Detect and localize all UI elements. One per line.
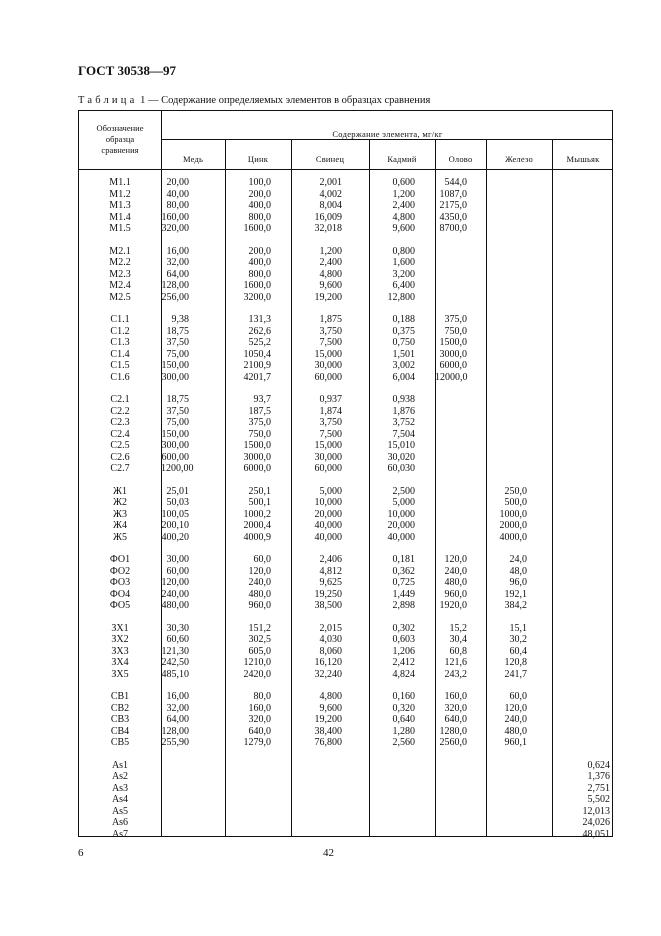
table-cell: 16,120 xyxy=(314,657,342,668)
table-cell: 640,0 xyxy=(248,725,271,737)
table-cell: 37,50 xyxy=(166,405,189,417)
table-cell: 16,00 xyxy=(166,245,189,257)
table-cell: 120,0 xyxy=(444,554,467,565)
table-cell: 1,449 xyxy=(392,588,415,600)
table-cell: 121,6 xyxy=(444,657,467,668)
table-cell: 1600,0 xyxy=(243,280,271,291)
table-cell: 3200,0 xyxy=(243,291,271,303)
table-cell: 32,00 xyxy=(166,702,189,714)
table-cell: 32,240 xyxy=(314,668,342,680)
table-cell: 243,2 xyxy=(444,668,467,680)
table-cell: 1920,0 xyxy=(439,600,467,611)
sample-code: С2.3 xyxy=(110,417,130,428)
table-cell: 3,750 xyxy=(319,417,342,428)
table-cell: 400,20 xyxy=(161,531,189,543)
table-cell: 500,1 xyxy=(248,497,271,508)
table-cell: 250,0 xyxy=(504,485,527,497)
sample-code: As6 xyxy=(111,817,129,828)
table-cell: 6,004 xyxy=(392,371,415,383)
table-cell: 30,4 xyxy=(449,634,467,645)
sample-code: ЗХ5 xyxy=(111,668,129,680)
sample-code: М2.5 xyxy=(109,291,131,303)
column-header: Кадмий xyxy=(387,154,417,164)
table-cell: 1500,0 xyxy=(243,440,271,451)
left-page-number: 6 xyxy=(78,847,84,859)
table-cell: 300,00 xyxy=(161,371,189,383)
table-cell: 480,0 xyxy=(248,588,271,600)
sample-code: С1.1 xyxy=(110,314,130,325)
table-cell: 60,60 xyxy=(166,634,189,645)
table-cell: 2,001 xyxy=(319,177,342,188)
table-cell: 7,504 xyxy=(392,428,415,440)
table-cell: 9,625 xyxy=(319,577,342,588)
sample-code: С1.5 xyxy=(110,360,130,371)
table-cell: 30,00 xyxy=(166,554,189,565)
table-cell: 24,0 xyxy=(509,554,527,565)
table-cell: 302,5 xyxy=(248,634,271,645)
table-cell: 19,200 xyxy=(314,291,342,303)
table-cell: 150,00 xyxy=(161,360,189,371)
table-cell: 120,00 xyxy=(161,577,189,588)
table-cell: 60,8 xyxy=(449,645,467,657)
table-cell: 480,0 xyxy=(504,725,527,737)
table-cell: 960,0 xyxy=(444,588,467,600)
table-cell: 9,600 xyxy=(319,280,342,291)
table-cell: 12,800 xyxy=(387,291,415,303)
table-cell: 0,320 xyxy=(392,702,415,714)
table-caption-label: Таблица xyxy=(78,95,138,106)
table-cell: 2175,0 xyxy=(439,200,467,211)
table-cell: 80,00 xyxy=(166,200,189,211)
table-cell: 75,00 xyxy=(166,348,189,360)
column-header: Свинец xyxy=(315,154,345,164)
sample-code: ФО4 xyxy=(109,588,131,600)
table-cell: 0,937 xyxy=(319,394,342,405)
column-header: Медь xyxy=(182,154,204,164)
table-cell: 6000,0 xyxy=(439,360,467,371)
table-cell: 750,0 xyxy=(444,325,467,337)
sample-code: С1.6 xyxy=(110,371,130,383)
table-cell: 187,5 xyxy=(248,405,271,417)
table-cell: 48,051 xyxy=(582,828,610,840)
designation-header-line: Обозначение xyxy=(96,123,144,133)
sample-code: ЗХ3 xyxy=(111,645,129,657)
table-cell: 15,2 xyxy=(449,622,467,634)
table-cell: 12000,0 xyxy=(435,371,468,383)
table-cell: 4,030 xyxy=(319,634,342,645)
table-cell: 0,188 xyxy=(392,314,415,325)
table-cell: 1000,0 xyxy=(499,508,527,520)
designation-header xyxy=(79,123,161,156)
sample-code: As1 xyxy=(111,759,129,771)
table-cell: 240,0 xyxy=(444,565,467,577)
table-cell: 160,0 xyxy=(248,702,271,714)
table-cell: 1,206 xyxy=(392,645,415,657)
table-cell: 200,0 xyxy=(248,245,271,257)
sample-code: СВ1 xyxy=(110,691,130,702)
table-cell: 60,00 xyxy=(166,565,189,577)
table-cell: 1,600 xyxy=(392,257,415,268)
table-cell: 25,01 xyxy=(166,485,189,497)
sample-code: С2.6 xyxy=(110,451,130,463)
sample-code: М2.2 xyxy=(109,257,131,268)
sample-code: Ж5 xyxy=(113,531,127,543)
table-cell: 0,603 xyxy=(392,634,415,645)
sample-code: Ж4 xyxy=(113,520,127,531)
sample-code: As4 xyxy=(111,794,129,805)
table-cell: 485,10 xyxy=(161,668,189,680)
table-caption-title: 1 — Содержание определяемых элементов в образцах сравнения xyxy=(137,95,431,106)
table-cell: 10,000 xyxy=(314,497,342,508)
table-cell: 18,75 xyxy=(166,325,189,337)
table-cell: 750,0 xyxy=(248,428,271,440)
column-header: Олово xyxy=(448,154,473,164)
table-cell: 4,824 xyxy=(392,668,415,680)
table-cell: 2000,4 xyxy=(243,520,271,531)
table-cell: 1087,0 xyxy=(439,188,467,200)
table-cell: 2,898 xyxy=(392,600,415,611)
table-cell: 0,302 xyxy=(392,622,415,634)
table-cell: 320,00 xyxy=(161,223,189,234)
table-cell: 5,000 xyxy=(319,485,342,497)
table-cell: 5,502 xyxy=(587,794,610,805)
table-cell: 2000,0 xyxy=(499,520,527,531)
table-cell: 151,2 xyxy=(248,622,271,634)
sample-code: ФО3 xyxy=(109,577,131,588)
table-cell: 400,0 xyxy=(248,257,271,268)
table-cell: 48,0 xyxy=(509,565,527,577)
table-cell: 320,0 xyxy=(444,702,467,714)
sample-code: ФО1 xyxy=(109,554,131,565)
table-cell: 40,000 xyxy=(387,531,415,543)
sample-code: С2.1 xyxy=(110,394,130,405)
table-cell: 1,874 xyxy=(319,405,342,417)
table-cell: 3000,0 xyxy=(243,451,271,463)
table-cell: 3,750 xyxy=(319,325,342,337)
table-cell: 40,000 xyxy=(314,531,342,543)
table-cell: 2,400 xyxy=(319,257,342,268)
table-cell: 120,0 xyxy=(504,702,527,714)
table-cell: 525,2 xyxy=(248,337,271,348)
table-cell: 38,500 xyxy=(314,600,342,611)
table-cell: 0,640 xyxy=(392,714,415,725)
table-cell: 200,10 xyxy=(161,520,189,531)
table-cell: 18,75 xyxy=(166,394,189,405)
table-cell: 30,020 xyxy=(387,451,415,463)
table-cell: 15,1 xyxy=(509,622,527,634)
table-cell: 1500,0 xyxy=(439,337,467,348)
table-cell: 50,03 xyxy=(166,497,189,508)
table-cell: 1,876 xyxy=(392,405,415,417)
table-cell: 1600,0 xyxy=(243,223,271,234)
table-cell: 375,0 xyxy=(444,314,467,325)
table-cell: 2,560 xyxy=(392,737,415,748)
table-cell: 4,002 xyxy=(319,188,342,200)
table-cell: 375,0 xyxy=(248,417,271,428)
sample-code: ЗХ4 xyxy=(111,657,129,668)
table-cell: 9,600 xyxy=(392,223,415,234)
column-header: Цинк xyxy=(247,154,269,164)
table-cell: 544,0 xyxy=(444,177,467,188)
table-cell: 480,00 xyxy=(161,600,189,611)
table-cell: 1,376 xyxy=(587,771,610,782)
table-cell: 20,000 xyxy=(387,520,415,531)
table-cell: 0,362 xyxy=(392,565,415,577)
table-cell: 0,725 xyxy=(392,577,415,588)
table-cell: 40,000 xyxy=(314,520,342,531)
table-cell: 256,00 xyxy=(161,291,189,303)
table-cell: 20,00 xyxy=(166,177,189,188)
table-cell: 0,600 xyxy=(392,177,415,188)
table-cell: 100,0 xyxy=(248,177,271,188)
sample-code: С2.2 xyxy=(110,405,130,417)
table-cell: 0,800 xyxy=(392,245,415,257)
table-cell: 32,018 xyxy=(314,223,342,234)
table-cell: 2,015 xyxy=(319,622,342,634)
table-cell: 8,004 xyxy=(319,200,342,211)
table-cell: 1210,0 xyxy=(243,657,271,668)
table-cell: 9,600 xyxy=(319,702,342,714)
table-cell: 30,2 xyxy=(509,634,527,645)
sample-code: ЗХ1 xyxy=(111,622,129,634)
sample-code: As2 xyxy=(111,771,129,782)
sample-code: М1.5 xyxy=(109,223,131,234)
table-cell: 93,7 xyxy=(253,394,271,405)
sample-code: СВ2 xyxy=(110,702,130,714)
column-divider xyxy=(552,139,553,836)
table-cell: 4,812 xyxy=(319,565,342,577)
sample-code: С1.3 xyxy=(110,337,130,348)
table-cell: 160,00 xyxy=(161,211,189,223)
table-cell: 240,0 xyxy=(248,577,271,588)
table-cell: 1279,0 xyxy=(243,737,271,748)
table-cell: 400,0 xyxy=(248,200,271,211)
table-caption xyxy=(78,95,430,106)
table-cell: 1000,2 xyxy=(243,508,271,520)
table-cell: 3,200 xyxy=(392,268,415,280)
table-cell: 4000,9 xyxy=(243,531,271,543)
table-cell: 300,00 xyxy=(161,440,189,451)
sample-code: С2.4 xyxy=(110,428,130,440)
table-cell: 4000,0 xyxy=(499,531,527,543)
table-cell: 121,30 xyxy=(161,645,189,657)
table-cell: 128,00 xyxy=(161,725,189,737)
table-cell: 1200,00 xyxy=(161,463,194,474)
table-cell: 4,800 xyxy=(319,691,342,702)
table-cell: 24,026 xyxy=(582,817,610,828)
table-cell: 0,375 xyxy=(392,325,415,337)
table-cell: 40,00 xyxy=(166,188,189,200)
table-cell: 6,400 xyxy=(392,280,415,291)
table-cell: 16,00 xyxy=(166,691,189,702)
table-cell: 3000,0 xyxy=(439,348,467,360)
table-cell: 0,624 xyxy=(587,759,610,771)
table-cell: 96,0 xyxy=(509,577,527,588)
table-cell: 15,010 xyxy=(387,440,415,451)
table-cell: 131,3 xyxy=(248,314,271,325)
designation-header-line: образца xyxy=(105,134,135,144)
sample-code: М2.4 xyxy=(109,280,131,291)
table-cell: 8,060 xyxy=(319,645,342,657)
table-cell: 1,200 xyxy=(319,245,342,257)
sample-code: С2.7 xyxy=(110,463,130,474)
sample-code: Ж3 xyxy=(113,508,127,520)
table-cell: 192,1 xyxy=(504,588,527,600)
table-cell: 30,000 xyxy=(314,451,342,463)
table-cell: 120,8 xyxy=(504,657,527,668)
sample-code: С1.2 xyxy=(110,325,130,337)
table-cell: 0,181 xyxy=(392,554,415,565)
table-cell: 4201,7 xyxy=(243,371,271,383)
table-cell: 60,4 xyxy=(509,645,527,657)
sample-code: СВ4 xyxy=(110,725,130,737)
table-cell: 1280,0 xyxy=(439,725,467,737)
sample-code: СВ3 xyxy=(110,714,130,725)
column-header: Железо xyxy=(505,154,533,164)
designation-header-line: сравнения xyxy=(101,145,139,155)
table-cell: 1050,4 xyxy=(243,348,271,360)
table-cell: 7,500 xyxy=(319,337,342,348)
table-cell: 4,800 xyxy=(392,211,415,223)
table-cell: 3,752 xyxy=(392,417,415,428)
sample-code: ФО5 xyxy=(109,600,131,611)
table-cell: 60,0 xyxy=(253,554,271,565)
table-cell: 9,38 xyxy=(171,314,189,325)
table-cell: 640,0 xyxy=(444,714,467,725)
table-cell: 960,1 xyxy=(504,737,527,748)
column-header: Мышьяк xyxy=(566,154,600,164)
sample-code: ЗХ2 xyxy=(111,634,129,645)
sample-code: As5 xyxy=(111,805,129,817)
header-divider xyxy=(161,139,612,140)
table-cell: 262,6 xyxy=(248,325,271,337)
table-cell: 16,009 xyxy=(314,211,342,223)
table-cell: 19,250 xyxy=(314,588,342,600)
table-cell: 64,00 xyxy=(166,714,189,725)
table-cell: 37,50 xyxy=(166,337,189,348)
table-cell: 128,00 xyxy=(161,280,189,291)
table-cell: 800,0 xyxy=(248,268,271,280)
table-cell: 7,500 xyxy=(319,428,342,440)
table-cell: 64,00 xyxy=(166,268,189,280)
table-cell: 2,412 xyxy=(392,657,415,668)
table-cell: 30,000 xyxy=(314,360,342,371)
content-header: Содержание элемента, мг/кг xyxy=(332,129,443,139)
table-cell: 2100,9 xyxy=(243,360,271,371)
sample-code: As7 xyxy=(111,828,129,840)
table-cell: 120,0 xyxy=(248,565,271,577)
table-cell: 19,200 xyxy=(314,714,342,725)
table-cell: 1,200 xyxy=(392,188,415,200)
table-cell: 605,0 xyxy=(248,645,271,657)
sample-code: М1.2 xyxy=(109,188,131,200)
document-header: ГОСТ 30538—97 xyxy=(78,63,177,78)
table-cell: 800,0 xyxy=(248,211,271,223)
table-cell: 200,0 xyxy=(248,188,271,200)
table-cell: 2,406 xyxy=(319,554,342,565)
table-cell: 0,160 xyxy=(392,691,415,702)
table-cell: 0,750 xyxy=(392,337,415,348)
table-cell: 600,00 xyxy=(161,451,189,463)
sample-code: М1.1 xyxy=(109,177,131,188)
table-cell: 32,00 xyxy=(166,257,189,268)
table-cell: 2,500 xyxy=(392,485,415,497)
sample-code: СВ5 xyxy=(110,737,130,748)
table-cell: 1,280 xyxy=(392,725,415,737)
table-cell: 60,0 xyxy=(509,691,527,702)
table-cell: 76,800 xyxy=(314,737,342,748)
table-cell: 75,00 xyxy=(166,417,189,428)
table-cell: 255,90 xyxy=(161,737,189,748)
table-cell: 5,000 xyxy=(392,497,415,508)
sample-code: М2.1 xyxy=(109,245,131,257)
sample-code: С1.4 xyxy=(110,348,130,360)
table-cell: 1,501 xyxy=(392,348,415,360)
data-table xyxy=(78,110,613,840)
sample-code: ФО2 xyxy=(109,565,131,577)
table-cell: 240,00 xyxy=(161,588,189,600)
table-cell: 480,0 xyxy=(444,577,467,588)
table-cell: 242,50 xyxy=(161,657,189,668)
table-cell: 241,7 xyxy=(504,668,527,680)
table-cell: 80,0 xyxy=(253,691,271,702)
table-cell: 150,00 xyxy=(161,428,189,440)
table-cell: 60,030 xyxy=(387,463,415,474)
table-cell: 3,002 xyxy=(392,360,415,371)
table-cell: 2,400 xyxy=(392,200,415,211)
table-cell: 30,30 xyxy=(166,622,189,634)
sample-code: Ж1 xyxy=(113,485,127,497)
sample-code: М2.3 xyxy=(109,268,131,280)
table-cell: 15,000 xyxy=(314,348,342,360)
sample-code: As3 xyxy=(111,782,129,794)
table-cell: 60,000 xyxy=(314,463,342,474)
table-cell: 38,400 xyxy=(314,725,342,737)
table-cell: 2,751 xyxy=(587,782,610,794)
table-cell: 20,000 xyxy=(314,508,342,520)
table-cell: 500,0 xyxy=(504,497,527,508)
table-cell: 15,000 xyxy=(314,440,342,451)
table-cell: 12,013 xyxy=(582,805,610,817)
table-cell: 960,0 xyxy=(248,600,271,611)
sample-code: М1.4 xyxy=(109,211,131,223)
table-cell: 320,0 xyxy=(248,714,271,725)
table-cell: 8700,0 xyxy=(439,223,467,234)
table-cell: 4350,0 xyxy=(439,211,467,223)
table-cell: 4,800 xyxy=(319,268,342,280)
sample-code: Ж2 xyxy=(113,497,127,508)
table-cell: 60,000 xyxy=(314,371,342,383)
table-cell: 6000,0 xyxy=(243,463,271,474)
table-cell: 1,875 xyxy=(319,314,342,325)
table-cell: 0,938 xyxy=(392,394,415,405)
table-cell: 2560,0 xyxy=(439,737,467,748)
sample-code: С2.5 xyxy=(110,440,130,451)
table-cell: 250,1 xyxy=(248,485,271,497)
table-cell: 384,2 xyxy=(504,600,527,611)
table-cell: 2420,0 xyxy=(243,668,271,680)
table-cell: 10,000 xyxy=(387,508,415,520)
table-cell: 100,05 xyxy=(161,508,189,520)
sample-code: М1.3 xyxy=(109,200,131,211)
table-cell: 160,0 xyxy=(444,691,467,702)
table-cell: 240,0 xyxy=(504,714,527,725)
center-page-number: 42 xyxy=(323,847,334,859)
